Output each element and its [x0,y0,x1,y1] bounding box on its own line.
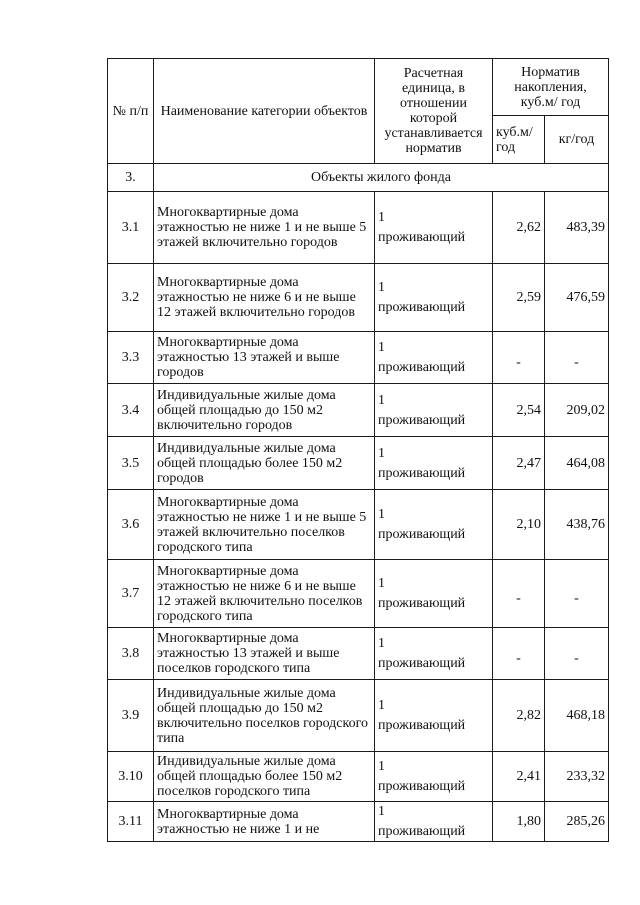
norms-table [107,58,609,842]
row-unit-count: 1 [378,445,385,461]
row-number: 3.6 [108,490,154,560]
table-row [108,680,609,752]
row-number: 3.11 [108,802,154,842]
row-number: 3.9 [108,680,154,752]
row-mass: 476,59 [545,264,609,332]
row-mass: 464,08 [545,437,609,490]
row-category: Многоквартирные дома этажностью 13 этажей и выше городов [154,332,375,384]
row-number: 3.2 [108,264,154,332]
row-volume: - [493,560,545,628]
table-row [108,628,609,680]
row-unit [375,680,493,752]
row-unit-count: 1 [378,507,385,522]
header-norm: Норматив накопления, куб.м/ год [493,59,609,116]
header-category: Наименование категории объектов [154,59,375,164]
header-number: № п/п [108,59,154,164]
row-category: Многоквартирные дома этажностью не ниже 6 и не выше 12 этажей включительно городов [154,264,375,332]
table-row [108,384,609,437]
row-mass: 483,39 [545,192,609,264]
row-volume: 2,41 [493,752,545,802]
row-unit [375,264,493,332]
row-number: 3.10 [108,752,154,802]
row-category: Индивидуальные жилые дома общей площадью более 150 м2 поселков городского типа [154,752,375,802]
row-unit [375,752,493,802]
row-unit-label: проживающий [378,779,466,794]
section-row [108,164,609,192]
row-unit-label: проживающий [378,360,466,375]
header-norm-volume: куб.м/ год [493,116,545,164]
row-category: Индивидуальные жилые дома общей площадью до 150 м2 включительно городов [154,384,375,437]
table-row [108,332,609,384]
row-unit [375,192,493,264]
row-unit [375,560,493,628]
row-unit-count: 1 [378,636,385,651]
row-category: Многоквартирные дома этажностью 13 этажей и выше поселков городского типа [154,628,375,680]
table-row [108,490,609,560]
row-mass: 233,32 [545,752,609,802]
row-number: 3.3 [108,332,154,384]
row-category: Многоквартирные дома этажностью не ниже 1 и не [154,802,375,842]
table-row [108,437,609,490]
row-unit-label: проживающий [378,656,466,671]
table-row [108,802,609,842]
header-unit: Расчетная единица, в отношении которой устанавливается норматив [375,59,493,164]
row-unit-label: проживающий [378,824,466,839]
row-category: Многоквартирные дома этажностью не ниже 1 и не выше 5 этажей включительно городов [154,192,375,264]
row-mass: 438,76 [545,490,609,560]
row-unit-count: 1 [378,340,385,355]
row-number: 3.5 [108,437,154,490]
row-unit-label: проживающий [378,718,466,733]
row-unit [375,628,493,680]
row-mass: 209,02 [545,384,609,437]
row-unit-label: проживающий [378,465,466,481]
row-category: Индивидуальные жилые дома общей площадью более 150 м2 городов [154,437,375,490]
row-category: Индивидуальные жилые дома общей площадью до 150 м2 включительно поселков городского типа [154,680,375,752]
header-norm-mass: кг/год [545,116,609,164]
row-unit-label: проживающий [378,230,466,245]
row-unit-count: 1 [378,759,385,774]
row-unit-label: проживающий [378,596,466,611]
row-number: 3.8 [108,628,154,680]
row-mass: 285,26 [545,802,609,842]
row-unit [375,384,493,437]
row-volume: 2,47 [493,437,545,490]
row-unit-label: проживающий [378,527,466,542]
row-number: 3.4 [108,384,154,437]
row-unit [375,437,493,490]
row-unit-count: 1 [378,392,385,408]
row-unit-count: 1 [378,804,385,819]
row-unit-count: 1 [378,280,385,295]
row-volume: 2,82 [493,680,545,752]
row-unit-label: проживающий [378,412,466,428]
row-volume: - [493,628,545,680]
table-row [108,752,609,802]
row-volume: 2,10 [493,490,545,560]
row-unit [375,490,493,560]
row-category: Многоквартирные дома этажностью не ниже 6 и не выше 12 этажей включительно поселков городского типа [154,560,375,628]
row-number: 3.1 [108,192,154,264]
row-mass: - [545,332,609,384]
row-category: Многоквартирные дома этажностью не ниже 1 и не выше 5 этажей включительно поселков городского типа [154,490,375,560]
table-row [108,192,609,264]
table-row [108,560,609,628]
section-number: 3. [108,164,154,192]
row-mass: 468,18 [545,680,609,752]
table-body [108,164,609,842]
row-mass: - [545,628,609,680]
row-volume: 1,80 [493,802,545,842]
row-unit [375,332,493,384]
row-unit [375,802,493,842]
row-volume: - [493,332,545,384]
row-volume: 2,62 [493,192,545,264]
row-unit-count: 1 [378,576,385,591]
table-row [108,264,609,332]
row-number: 3.7 [108,560,154,628]
row-unit-label: проживающий [378,300,466,315]
section-title: Объекты жилого фонда [154,164,609,192]
row-unit-count: 1 [378,698,385,713]
row-unit-count: 1 [378,210,385,225]
row-volume: 2,59 [493,264,545,332]
row-mass: - [545,560,609,628]
row-volume: 2,54 [493,384,545,437]
